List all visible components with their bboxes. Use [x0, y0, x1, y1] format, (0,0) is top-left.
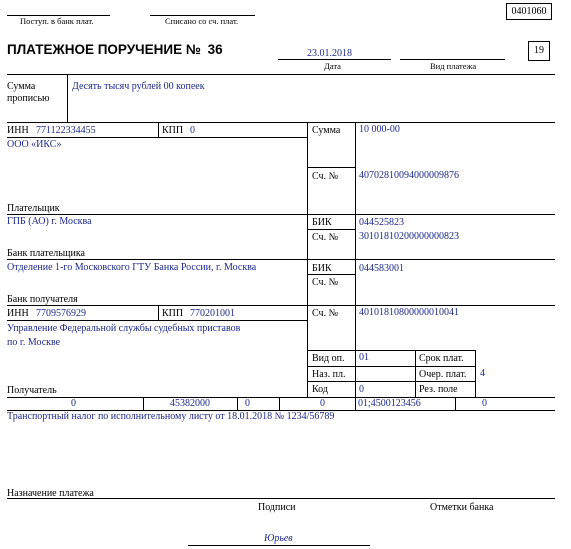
tax-field-5: 01;4500123456	[358, 398, 421, 409]
payer-name: ООО «ИКС»	[7, 139, 62, 150]
payer-bank-corr: 30101810200000000823	[359, 231, 459, 242]
payer-inn-line	[7, 137, 307, 138]
payee-bik-bottom-line	[307, 274, 355, 275]
payee-bank-corr-label: Сч. №	[312, 277, 339, 288]
op-order: 4	[480, 368, 485, 379]
amount-words-divider	[67, 74, 68, 122]
payee-bank-name: Отделение 1-го Московского ГТУ Банка России, г. Москва	[7, 262, 257, 273]
debited-label: Списано со сч. плат.	[165, 16, 239, 26]
middle-divider-upper	[307, 122, 308, 214]
payer-bank-bottom-line	[7, 259, 555, 260]
received-bank-label: Поступ. в банк плат.	[20, 16, 94, 26]
payee-inn: 7709576929	[36, 308, 86, 319]
op-purpose-label: Наз. пл.	[312, 369, 346, 380]
payee-inn-label: ИНН	[7, 308, 29, 319]
op-code-label: Код	[312, 384, 328, 395]
amount-bottom-line	[307, 167, 355, 168]
payer-bank-bik: 044525823	[359, 217, 404, 228]
payer-account: 40702810094000009876	[359, 170, 459, 181]
bank-marks-label: Отметки банка	[430, 502, 494, 513]
tax-divider-1	[143, 397, 144, 410]
payment-type-line	[400, 59, 505, 60]
payer-bank-bik-label: БИК	[312, 217, 332, 228]
payer-inn: 771122334455	[36, 125, 96, 136]
payee-inn-line	[7, 320, 307, 321]
payee-name-line2: по г. Москве	[7, 337, 61, 348]
op-top-line	[307, 350, 475, 351]
inn-kpp-divider	[158, 122, 159, 137]
op-type-label: Вид оп.	[312, 353, 345, 364]
payee-bank-bik-label: БИК	[312, 263, 332, 274]
payee-name-line1: Управление Федеральной службы судебных приставов	[7, 323, 241, 334]
middle-divider-payee	[307, 305, 308, 397]
status-code: 19	[528, 41, 550, 61]
middle-divider-bank	[307, 214, 308, 305]
title-text: ПЛАТЕЖНОЕ ПОРУЧЕНИЕ №	[7, 42, 201, 57]
signature: Юрьев	[264, 533, 293, 544]
amount-words-top-line	[7, 74, 555, 75]
op-row2-line	[307, 366, 475, 367]
op-row3-line	[307, 381, 475, 382]
amount-words-label-2: прописью	[7, 93, 50, 104]
tax-divider-4	[355, 397, 356, 410]
op-divider-1	[415, 350, 416, 397]
purpose-text: Транспортный налог по исполнительному листу от 18.01.2018 № 1234/56789	[7, 411, 335, 422]
tax-divider-2	[237, 397, 238, 410]
op-term-label: Срок плат.	[419, 353, 464, 364]
tax-field-3: 0	[245, 398, 250, 409]
payee-kpp: 770201001	[190, 308, 235, 319]
form-code: 0401060	[506, 3, 552, 20]
tax-field-6: 0	[482, 398, 487, 409]
signatures-label: Подписи	[258, 502, 296, 513]
tax-divider-3	[279, 397, 280, 410]
tax-field-1: 0	[71, 398, 76, 409]
op-order-label: Очер. плат.	[419, 369, 467, 380]
amount-words-value: Десять тысяч рублей 00 копеек	[72, 81, 205, 92]
payer-bank-corr-label: Сч. №	[312, 232, 339, 243]
op-divider-2	[475, 350, 476, 397]
payer-bank-label: Банк плательщика	[7, 248, 85, 259]
payee-kpp-label: КПП	[162, 308, 184, 319]
payer-top-line	[7, 122, 555, 123]
value-divider-upper	[355, 122, 356, 214]
payer-label: Плательщик	[7, 203, 60, 214]
op-reserve-label: Рез. поле	[419, 384, 458, 395]
bik-bottom-line	[307, 229, 355, 230]
payee-bank-label: Банк получателя	[7, 294, 78, 305]
payment-type-label: Вид платежа	[430, 61, 477, 71]
date-value: 23.01.2018	[307, 48, 352, 59]
op-code: 0	[359, 384, 364, 395]
value-divider-bank	[355, 214, 356, 305]
payee-bank-bottom-line	[7, 305, 555, 306]
payer-account-label: Сч. №	[312, 171, 339, 182]
payee-label: Получатель	[7, 385, 57, 396]
signature-line	[188, 545, 370, 546]
purpose-bottom-line	[7, 498, 555, 499]
tax-field-4: 0	[320, 398, 325, 409]
tax-field-2: 45382000	[170, 398, 210, 409]
title-number: 36	[207, 42, 223, 57]
amount-words-label-1: Сумма	[7, 81, 36, 92]
payee-bank-bik: 044583001	[359, 263, 404, 274]
value-divider-payee	[355, 305, 356, 397]
payer-kpp: 0	[190, 125, 195, 136]
amount-value: 10 000-00	[359, 124, 400, 135]
payer-kpp-label: КПП	[162, 125, 184, 136]
date-label: Дата	[324, 61, 341, 71]
payee-bottom-line	[7, 397, 555, 398]
page-title	[7, 43, 223, 57]
purpose-label: Назначение платежа	[7, 488, 94, 499]
amount-label: Сумма	[312, 125, 341, 136]
payee-account-label: Сч. №	[312, 308, 339, 319]
op-type: 01	[359, 352, 369, 363]
payee-inn-kpp-divider	[158, 305, 159, 320]
date-line	[278, 59, 391, 60]
payer-inn-label: ИНН	[7, 125, 29, 136]
payer-bottom-line	[7, 214, 555, 215]
payer-bank-name: ГПБ (АО) г. Москва	[7, 216, 92, 227]
payee-account: 40101810800000010041	[359, 307, 459, 318]
tax-divider-5	[455, 397, 456, 410]
